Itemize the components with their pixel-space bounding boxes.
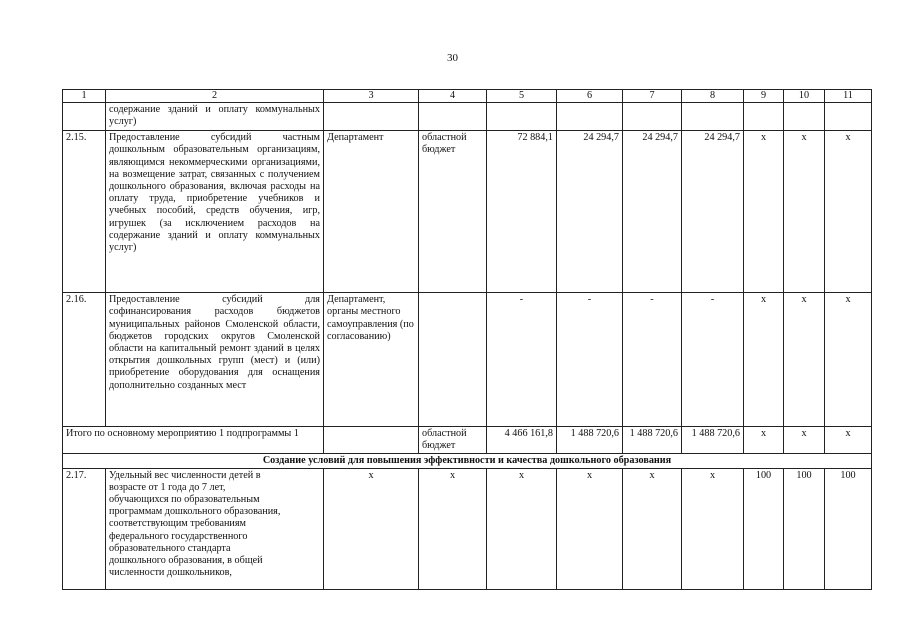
- cell-ind1: 100: [744, 468, 784, 589]
- cell-year3: х: [682, 468, 744, 589]
- cell-ind2: 100: [784, 468, 825, 589]
- table-row-total: [63, 427, 872, 453]
- cell-source: х: [419, 468, 487, 589]
- cell-ind1: х: [744, 131, 784, 293]
- cell-year2: [623, 103, 682, 131]
- header-cell: 4: [419, 90, 487, 103]
- cell-year1: 1 488 720,6: [557, 427, 623, 453]
- cell-ind1: х: [744, 427, 784, 453]
- cell-ind3: х: [825, 427, 872, 453]
- cell-year2: -: [623, 293, 682, 427]
- cell-total: х: [487, 468, 557, 589]
- cell-executor: [324, 103, 419, 131]
- header-cell: 2: [106, 90, 324, 103]
- cell-year2: х: [623, 468, 682, 589]
- text-line: Удельный вес численности детей в: [109, 469, 261, 481]
- cell-year3: [682, 103, 744, 131]
- cell-year1: -: [557, 293, 623, 427]
- cell-ind2: х: [784, 131, 825, 293]
- table-row-2-15: [63, 131, 872, 293]
- text-line: обучающихся по образовательным: [109, 494, 260, 506]
- cell-ind3: 100: [825, 468, 872, 589]
- cell-name: содержание зданий и оплату коммунальных услуг): [106, 103, 324, 131]
- cell-year2: 1 488 720,6: [623, 427, 682, 453]
- text-line: численности дошкольников,: [109, 567, 232, 579]
- header-cell: 5: [487, 90, 557, 103]
- cell-ind3: х: [825, 293, 872, 427]
- cell-total: 4 466 161,8: [487, 427, 557, 453]
- cell-num: 2.15.: [63, 131, 106, 293]
- text-line: программам дошкольного образования,: [109, 506, 281, 518]
- section-title-row: [63, 453, 872, 468]
- cell-name: Предоставление субсидий для софинансирования расходов бюджетов муниципальных районов Смоленской области, бюджетов городских округов Смоленской области на капитальный ремонт зданий в целях открытия дошкольных групп (мест) и (или) приобретение оборудования для оснащения дополнительно созданных мест: [106, 293, 324, 427]
- page-number: 30: [447, 52, 458, 64]
- cell-name: [106, 468, 324, 589]
- cell-ind3: х: [825, 131, 872, 293]
- cell-year3: -: [682, 293, 744, 427]
- table-row-2-17: [63, 468, 872, 589]
- header-row: [63, 90, 872, 103]
- header-cell: 11: [825, 90, 872, 103]
- cell-year2: 24 294,7: [623, 131, 682, 293]
- cell-ind3: [825, 103, 872, 131]
- cell-executor: [324, 427, 419, 453]
- cell-total: [487, 103, 557, 131]
- cell-executor: х: [324, 468, 419, 589]
- text-line: дошкольного образования, в общей: [109, 555, 263, 567]
- header-cell: 10: [784, 90, 825, 103]
- cell-year1: 24 294,7: [557, 131, 623, 293]
- cell-num: 2.16.: [63, 293, 106, 427]
- cell-name: Предоставление субсидий частным дошкольным образовательным организациям, являющимся некоммерческими организациями, на возмещение затрат, связанных с получением дошкольного образования, включая расходы на оплату труда, приобретение учебников и учебных пособий, средств обучения, игр, игрушек (за исключением расходов на содержание зданий и оплату коммунальных услуг): [106, 131, 324, 293]
- cell-ind1: х: [744, 293, 784, 427]
- text-line: федерального государственного: [109, 530, 248, 542]
- cell-num: [63, 103, 106, 131]
- cell-ind2: х: [784, 427, 825, 453]
- header-cell: 1: [63, 90, 106, 103]
- cell-source: областной бюджет: [419, 131, 487, 293]
- cell-source: областной бюджет: [419, 427, 487, 453]
- cell-year1: х: [557, 468, 623, 589]
- cell-total: 72 884,1: [487, 131, 557, 293]
- cell-total: -: [487, 293, 557, 427]
- cell-num: 2.17.: [63, 468, 106, 589]
- cell-ind2: [784, 103, 825, 131]
- table-row-2-16: [63, 293, 872, 427]
- program-table: [62, 89, 872, 590]
- cell-executor: Департамент, органы местного самоуправления (по согласованию): [324, 293, 419, 427]
- header-cell: 3: [324, 90, 419, 103]
- header-cell: 7: [623, 90, 682, 103]
- header-cell: 9: [744, 90, 784, 103]
- table-row-continuation: [63, 103, 872, 131]
- section-title: Создание условий для повышения эффективности и качества дошкольного образования: [63, 453, 872, 468]
- header-cell: 8: [682, 90, 744, 103]
- cell-ind2: х: [784, 293, 825, 427]
- cell-year3: 24 294,7: [682, 131, 744, 293]
- cell-source: [419, 103, 487, 131]
- cell-executor: Департамент: [324, 131, 419, 293]
- cell-source: [419, 293, 487, 427]
- text-line: соответствующим требованиям: [109, 518, 247, 530]
- cell-ind1: [744, 103, 784, 131]
- cell-total-label: Итого по основному мероприятию 1 подпрограммы 1: [63, 427, 324, 453]
- cell-year1: [557, 103, 623, 131]
- text-line: образовательного стандарта: [109, 542, 231, 554]
- cell-year3: 1 488 720,6: [682, 427, 744, 453]
- header-cell: 6: [557, 90, 623, 103]
- text-line: возрасте от 1 года до 7 лет,: [109, 481, 226, 493]
